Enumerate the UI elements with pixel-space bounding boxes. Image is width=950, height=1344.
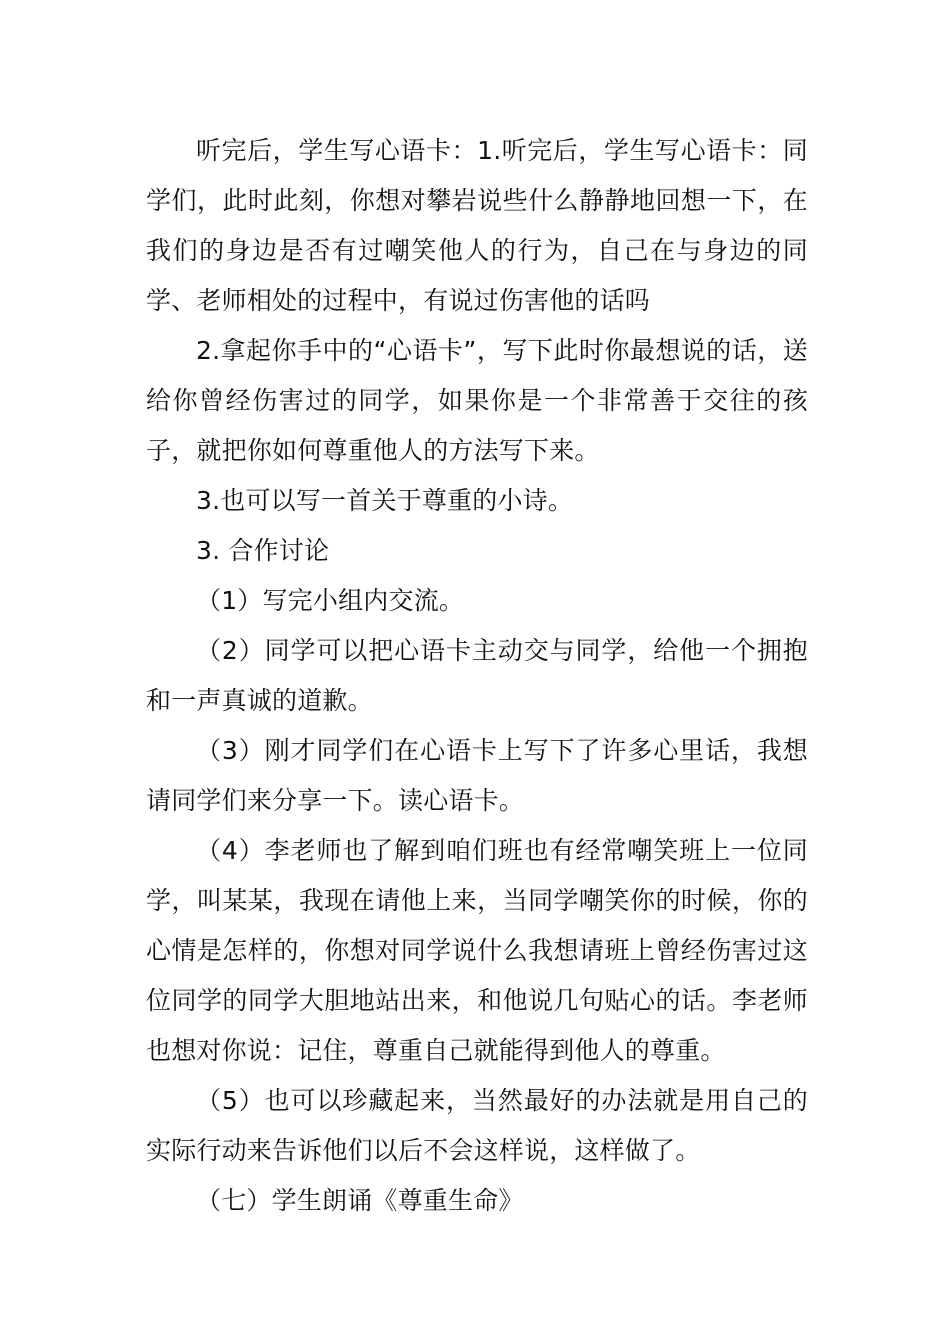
paragraph-2: 2.拿起你手中的“心语卡”，写下此时你最想说的话，送给你曾经伤害过的同学，如果你是一个非常善于交往的孩子，就把你如何尊重他人的方法写下来。 xyxy=(146,336,808,465)
paragraph-7: （3）刚才同学们在心语卡上写下了许多心里话，我想请同学们来分享一下。读心语卡。 xyxy=(146,736,808,815)
document-body xyxy=(146,126,808,1226)
paragraph-8: （4）李老师也了解到咱们班也有经常嘲笑班上一位同学，叫某某，我现在请他上来，当同学嘲笑你的时候，你的心情是怎样的，你想对同学说什么我想请班上曾经伤害过这位同学的同学大胆地站出来，和他说几句贴心的话。李老师也想对你说：记住，尊重自己就能得到他人的尊重。 xyxy=(146,836,808,1065)
paragraph-9: （5）也可以珍藏起来，当然最好的办法就是用自己的实际行动来告诉他们以后不会这样说，这样做了。 xyxy=(146,1086,808,1165)
paragraph-5: （1）写完小组内交流。 xyxy=(196,586,465,615)
paragraph-3: 3.也可以写一首关于尊重的小诗。 xyxy=(196,486,574,515)
paragraph-6: （2）同学可以把心语卡主动交与同学，给他一个拥抱和一声真诚的道歉。 xyxy=(146,636,808,715)
section-heading: （七）学生朗诵《尊重生命》 xyxy=(196,1186,524,1215)
paragraph-4: 3. 合作讨论 xyxy=(196,536,330,565)
paragraph-1: 听完后，学生写心语卡：1.听完后，学生写心语卡：同学们，此时此刻，你想对攀岩说些什么静静地回想一下，在我们的身边是否有过嘲笑他人的行为，自己在与身边的同学、老师相处的过程中，有说过伤害他的话吗 xyxy=(146,136,808,315)
